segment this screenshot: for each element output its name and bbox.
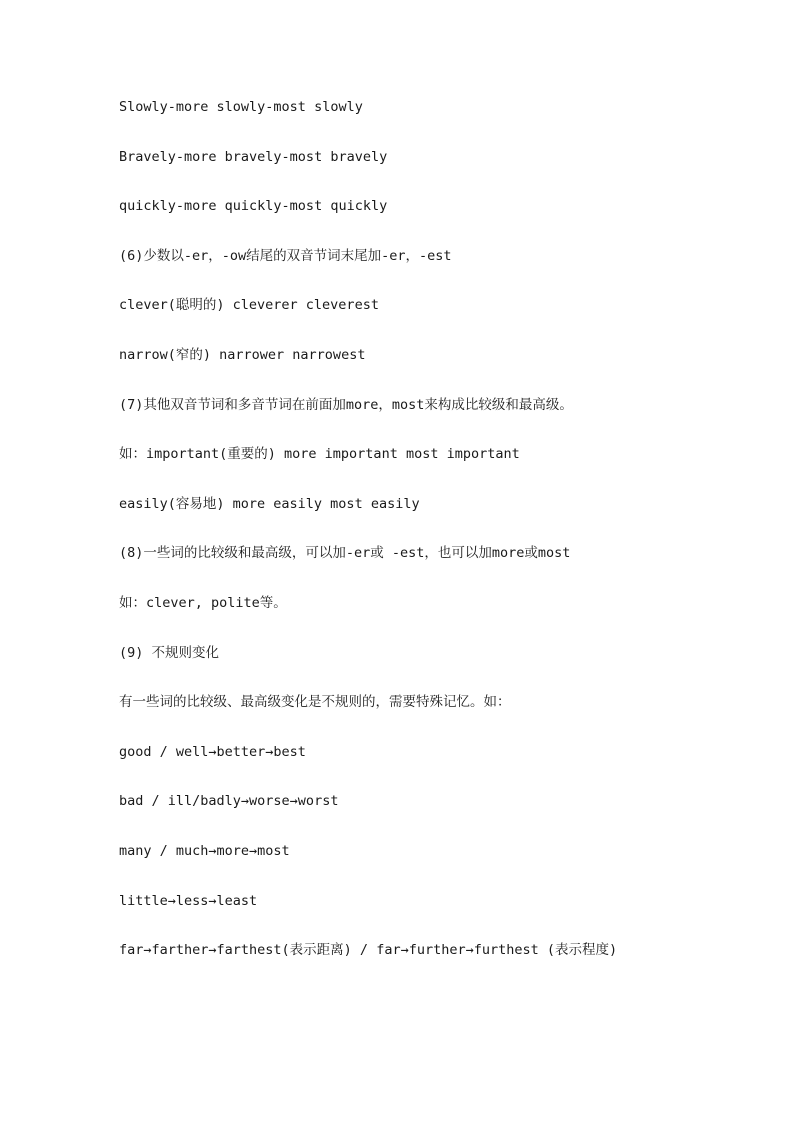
- text-line-clever: clever(聪明的) cleverer cleverest: [119, 297, 379, 314]
- text-line-easily: easily(容易地) more easily most easily: [119, 495, 420, 512]
- text-line-narrow: narrow(窄的) narrower narrowest: [119, 346, 366, 363]
- text-line-important: 如：important(重要的) more important most important: [119, 446, 520, 463]
- text-line-slowly: Slowly-more slowly-most slowly: [119, 99, 363, 115]
- document-body: [119, 96, 719, 989]
- irregular-many-much: many / much→more→most: [119, 842, 290, 859]
- irregular-good-well: good / well→better→best: [119, 743, 306, 760]
- text-line-bravely: Bravely-more bravely-most bravely: [119, 148, 388, 165]
- irregular-bad-ill: bad / ill/badly→worse→worst: [119, 793, 339, 810]
- irregular-intro: 有一些词的比较级、最高级变化是不规则的，需要特殊记忆。如：: [119, 694, 511, 711]
- rule-7-heading: (7)其他双音节词和多音节词在前面加more，most来构成比较级和最高级。: [119, 396, 573, 413]
- irregular-little: little→less→least: [119, 892, 258, 909]
- irregular-far: far→farther→farthest(表示距离) / far→further→furthest (表示程度): [119, 942, 618, 959]
- text-line-quickly: quickly-more quickly-most quickly: [119, 198, 388, 215]
- rule-9-heading: (9) 不规则变化: [119, 644, 220, 661]
- rule-6-heading: (6)少数以-er，-ow结尾的双音节词末尾加-er，-est: [119, 247, 452, 264]
- text-line-clever-polite: 如：clever, polite等。: [119, 594, 287, 611]
- rule-8-heading: (8)一些词的比较级和最高级，可以加-er或 -est，也可以加more或most: [119, 545, 571, 562]
